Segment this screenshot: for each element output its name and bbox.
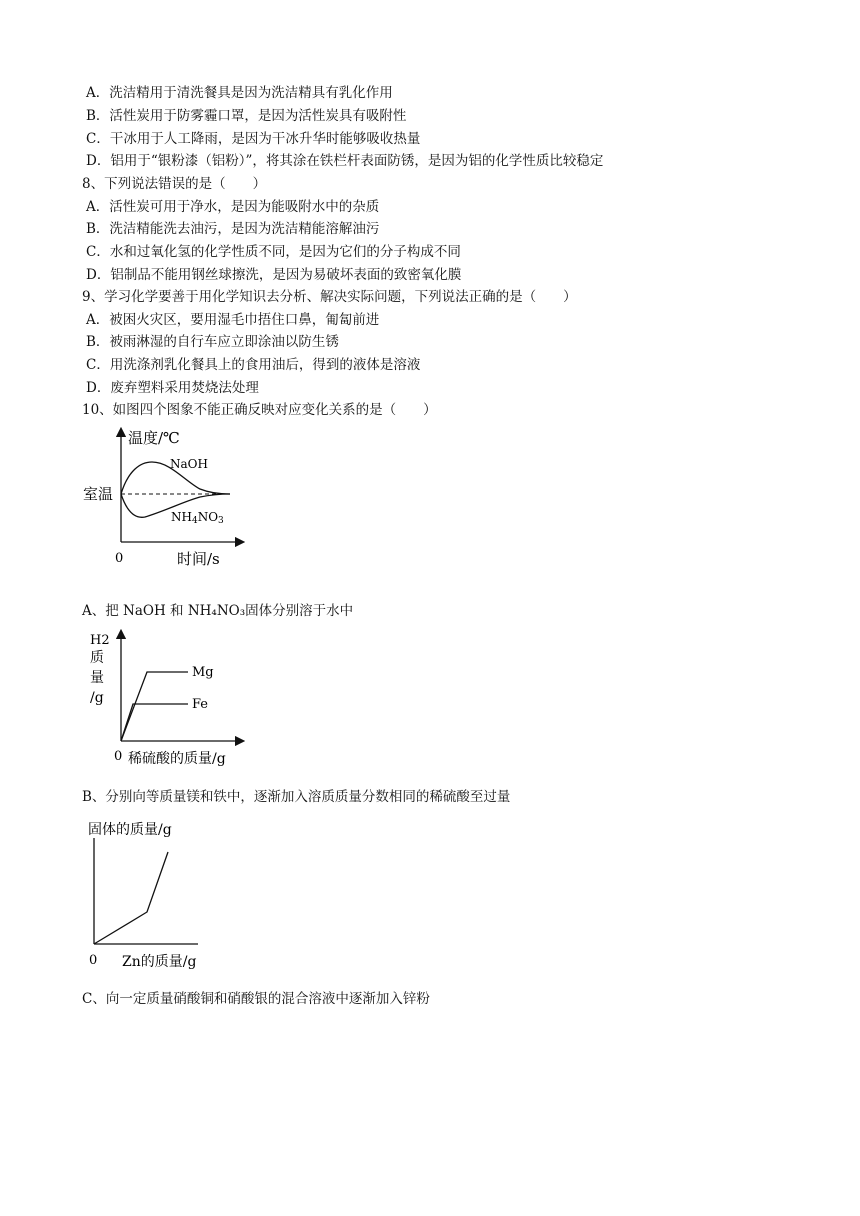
graph-a-dissolution-temperature xyxy=(80,426,250,574)
q7-option-a: A．洗洁精用于清洗餐具是因为洗洁精具有乳化作用 xyxy=(86,85,393,101)
graph-b-ylabel-3: 量 xyxy=(90,670,104,686)
q8-option-b: B．洗洁精能洗去油污，是因为洗洁精能溶解油污 xyxy=(86,221,380,237)
q9-option-c: C．用洗涤剂乳化餐具上的食用油后，得到的液体是溶液 xyxy=(86,357,421,373)
q8-stem: 8、下列说法错误的是（ ） xyxy=(82,176,267,192)
caption-a: A、把 NaOH 和 NH₄NO₃固体分别溶于水中 xyxy=(82,603,354,619)
graph-c-solid-mass xyxy=(80,818,210,973)
graph-a-origin: 0 xyxy=(115,551,124,566)
q9-option-b: B．被雨淋湿的自行车应立即涂油以防生锈 xyxy=(86,334,339,350)
q7-option-b: B．活性炭用于防雾霾口罩，是因为活性炭具有吸附性 xyxy=(86,108,407,124)
q9-option-a: A．被困火灾区，要用湿毛巾捂住口鼻，匍匐前进 xyxy=(86,312,380,328)
graph-b-mg-line xyxy=(121,672,188,741)
q8-option-c: C．水和过氧化氢的化学性质不同，是因为它们的分子构成不同 xyxy=(86,244,461,260)
q8-option-d: D．铝制品不能用钢丝球擦洗，是因为易破坏表面的致密氧化膜 xyxy=(86,267,462,283)
q7-option-d: D．铝用于“银粉漆（铝粉）”，将其涂在铁栏杆表面防锈，是因为铝的化学性质比较稳定 xyxy=(86,153,604,169)
q9-stem: 9、学习化学要善于用化学知识去分析、解决实际问题，下列说法正确的是（ ） xyxy=(82,289,577,305)
graph-b-ylabel-1: H2 xyxy=(90,633,110,648)
graph-a-room-temp-label: 室温 xyxy=(83,485,114,503)
graph-a-nh4no3-label: NH4NO3 xyxy=(171,510,224,526)
graph-b-origin: 0 xyxy=(114,749,123,764)
graph-b-mg-label: Mg xyxy=(192,665,214,680)
graph-c-ylabel: 固体的质量/g xyxy=(88,822,172,838)
graph-c-origin: 0 xyxy=(89,953,98,968)
caption-c: C、向一定质量硝酸铜和硝酸银的混合溶液中逐渐加入锌粉 xyxy=(82,991,430,1007)
graph-b-xlabel: 稀硫酸的质量/g xyxy=(128,751,226,767)
graph-b-fe-label: Fe xyxy=(192,697,209,712)
q7-option-c: C．干冰用于人工降雨，是因为干冰升华时能够吸收热量 xyxy=(86,131,421,147)
graph-a-xlabel: 时间/s xyxy=(177,550,220,568)
q9-option-d: D．废弃塑料采用焚烧法处理 xyxy=(86,380,259,396)
graph-c-xlabel: Zn的质量/g xyxy=(122,954,197,970)
graph-c-solid-line xyxy=(94,852,168,944)
q8-option-a: A．活性炭可用于净水，是因为能吸附水中的杂质 xyxy=(86,199,380,215)
graph-a-ylabel: 温度/℃ xyxy=(128,429,180,447)
graph-b-hydrogen-mass xyxy=(80,628,250,773)
q10-stem: 10、如图四个图象不能正确反映对应变化关系的是（ ） xyxy=(82,402,437,418)
graph-b-fe-line xyxy=(121,704,188,741)
graph-a-naoh-label: NaOH xyxy=(170,457,208,471)
graph-b-ylabel-2: 质 xyxy=(90,650,104,666)
caption-b: B、分别向等质量镁和铁中，逐渐加入溶质质量分数相同的稀硫酸至过量 xyxy=(82,789,511,805)
graph-b-ylabel-4: /g xyxy=(90,690,104,706)
